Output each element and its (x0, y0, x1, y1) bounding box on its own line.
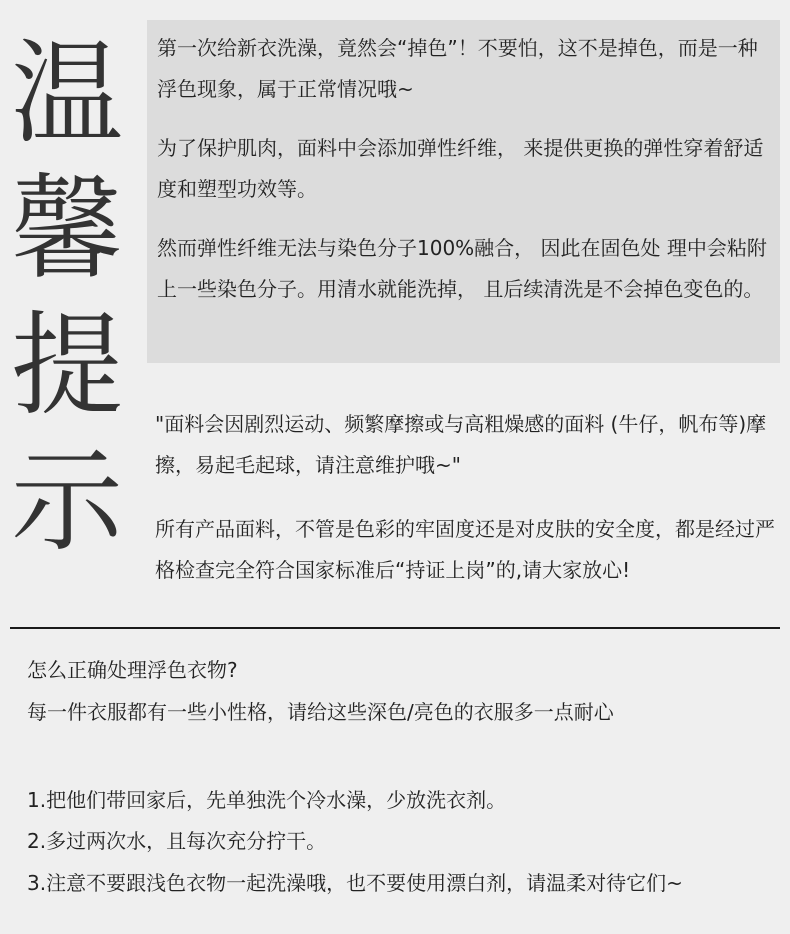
faq-step-3: 3.注意不要跟浅色衣物一起洗澡哦，也不要使用漂白剂，请温柔对待它们~ (27, 871, 683, 895)
title-char-2: 馨 (11, 165, 123, 295)
title-char-1: 温 (11, 29, 123, 159)
page-title (8, 26, 126, 570)
faq-step-1: 1.把他们带回家后，先单独洗个冷水澡，少放洗衣剂。 (27, 788, 507, 812)
faq-intro: 每一件衣服都有一些小性格，请给这些深色/亮色的衣服多一点耐心 (27, 700, 614, 724)
note-pilling: "面料会因剧烈运动、频繁摩擦或与高粗燥感的面料 (牛仔，帆布等)摩擦，易起毛起球，请注意维护哦~" (155, 412, 767, 477)
title-char-4: 示 (11, 437, 123, 567)
faq-question: 怎么正确处理浮色衣物? (27, 658, 238, 682)
notice-paragraph-dye-molecules: 然而弹性纤维无法与染色分子100%融合， 因此在固色处 理中会粘附上一些染色分子。用清水就能洗掉， 且后续清洗是不会掉色变色的。 (157, 236, 767, 301)
notice-paragraph-elastic-fiber: 为了保护肌肉，面料中会添加弹性纤维， 来提供更换的弹性穿着舒适度和塑型功效等。 (157, 136, 764, 201)
notice-paragraph-floating-color: 第一次给新衣洗澡，竟然会“掉色”！不要怕，这不是掉色，而是一种浮色现象，属于正常情况哦~ (157, 36, 758, 101)
section-divider (10, 627, 780, 629)
note-quality-certified: 所有产品面料，不管是色彩的牢固度还是对皮肤的安全度，都是经过严格检查完全符合国家标准后“持证上岗”的,请大家放心! (155, 517, 775, 582)
title-char-3: 提 (11, 301, 123, 431)
faq-step-2: 2.多过两次水，且每次充分拧干。 (27, 829, 327, 853)
